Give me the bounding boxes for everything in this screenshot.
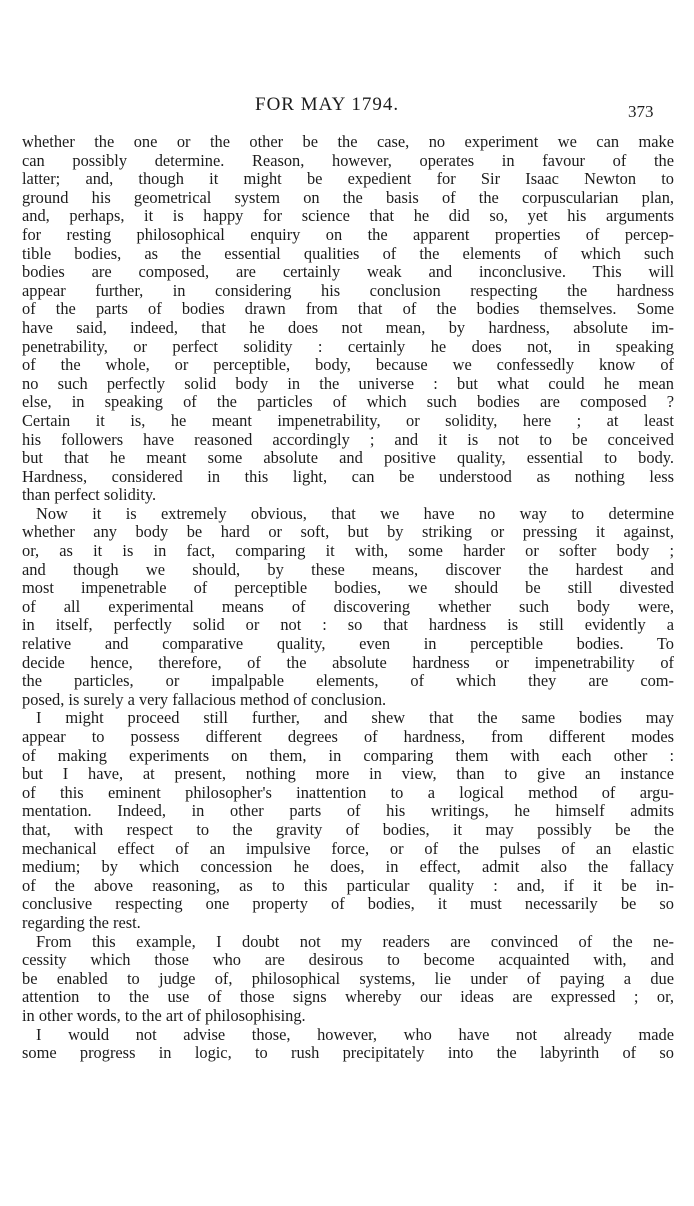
text-line: most impenetrable of perceptible bodies, we should be still divested: [22, 579, 674, 598]
text-line: bodies are composed, are certainly weak and inconclusive. This will: [22, 263, 674, 282]
text-line: of the above reasoning, as to this particular quality : and, if it be in-: [22, 876, 674, 895]
text-line: or, as it is in fact, comparing it with, some harder or softer body ;: [22, 542, 674, 561]
paragraph-end-line: in other words, to the art of philosophising.: [22, 1006, 306, 1025]
text-line: medium; by which concession he does, in effect, admit also the fallacy: [22, 858, 674, 877]
paragraph-start-line: I would not advise those, however, who have not already made: [36, 1025, 674, 1044]
text-line: his followers have reasoned accordingly ; and it is not to be conceived: [22, 430, 674, 449]
text-line: of all experimental means of discovering whether such body were,: [22, 597, 674, 616]
page-number: 373: [628, 102, 654, 121]
paragraph-end-line: regarding the rest.: [22, 913, 141, 932]
text-line: and though we should, by these means, discover the hardest and: [22, 560, 674, 579]
text-line: conclusive respecting one property of bodies, it must necessarily be so: [22, 895, 674, 914]
text-line: Certain it is, he meant impenetrability, or solidity, here ; at least: [22, 411, 674, 430]
text-line: attention to the use of those signs whereby our ideas are expressed ; or,: [22, 988, 674, 1007]
paragraph-start-line: From this example, I doubt not my readers are convinced of the ne-: [36, 932, 674, 951]
text-line: and, perhaps, it is happy for science that he did so, yet his arguments: [22, 207, 674, 226]
text-line: be enabled to judge of, philosophical systems, lie under of paying a due: [22, 969, 674, 988]
text-line: can possibly determine. Reason, however, operates in favour of the: [22, 151, 674, 170]
paragraph-end-line: posed, is surely a very fallacious method of conclusion.: [22, 690, 387, 709]
page-title: FOR MAY 1794.: [255, 94, 400, 115]
text-line: whether the one or the other be the case, no experiment we can make: [22, 133, 674, 151]
text-line: tible bodies, as the essential qualities of the elements of which such: [22, 244, 674, 263]
text-line: cessity which those who are desirous to become acquainted with, and: [22, 951, 674, 970]
text-line: of the parts of bodies drawn from that of the bodies themselves. Some: [22, 300, 674, 319]
text-line: but that he meant some absolute and positive quality, essential to body.: [22, 449, 674, 468]
text-line: relative and comparative quality, even in perceptible bodies. To: [22, 635, 674, 654]
running-head: [0, 94, 694, 124]
text-line: in itself, perfectly solid or not : so that hardness is still evidently a: [22, 616, 674, 635]
text-line: that, with respect to the gravity of bodies, it may possibly be the: [22, 820, 674, 839]
text-line: no such perfectly solid body in the universe : but what could he mean: [22, 374, 674, 393]
text-line: whether any body be hard or soft, but by striking or pressing it against,: [22, 523, 674, 542]
text-line: the particles, or impalpable elements, of which they are com-: [22, 672, 674, 691]
text-line: Hardness, considered in this light, can be understood as nothing less: [22, 467, 674, 486]
text-line: mentation. Indeed, in other parts of his writings, he himself admits: [22, 802, 674, 821]
text-line: else, in speaking of the particles of which such bodies are composed ?: [22, 393, 674, 412]
text-line: for resting philosophical enquiry on the apparent properties of percep-: [22, 225, 674, 244]
text-line: appear to possess different degrees of hardness, from different modes: [22, 728, 674, 746]
text-line: penetrability, or perfect solidity : certainly he does not, in speaking: [22, 337, 674, 356]
paragraph-start-line: Now it is extremely obvious, that we have no way to determine: [36, 504, 674, 523]
text-line: of the whole, or perceptible, body, because we confessedly know of: [22, 356, 674, 375]
text-line: of making experiments on them, in comparing them with each other :: [22, 746, 674, 765]
paragraph-start-line: I might proceed still further, and shew that the same bodies may: [36, 709, 674, 728]
body-text: [22, 133, 674, 1063]
text-line: latter; and, though it might be expedient for Sir Isaac Newton to: [22, 170, 674, 189]
text-line: appear further, in considering his conclusion respecting the hardness: [22, 281, 674, 300]
text-line: have said, indeed, that he does not mean, by hardness, absolute im-: [22, 318, 674, 337]
text-line: ground his geometrical system on the basis of the corpuscularian plan,: [22, 188, 674, 207]
text-line: decide hence, therefore, of the absolute hardness or impenetrability of: [22, 653, 674, 672]
text-line: mechanical effect of an impulsive force, or of the pulses of an elastic: [22, 839, 674, 858]
text-line: of this eminent philosopher's inattention to a logical method of argu-: [22, 783, 674, 802]
paragraph-end-line: than perfect solidity.: [22, 486, 157, 505]
text-line: but I have, at present, nothing more in view, than to give an instance: [22, 765, 674, 784]
text-line: some progress in logic, to rush precipitately into the labyrinth of so: [22, 1044, 674, 1063]
